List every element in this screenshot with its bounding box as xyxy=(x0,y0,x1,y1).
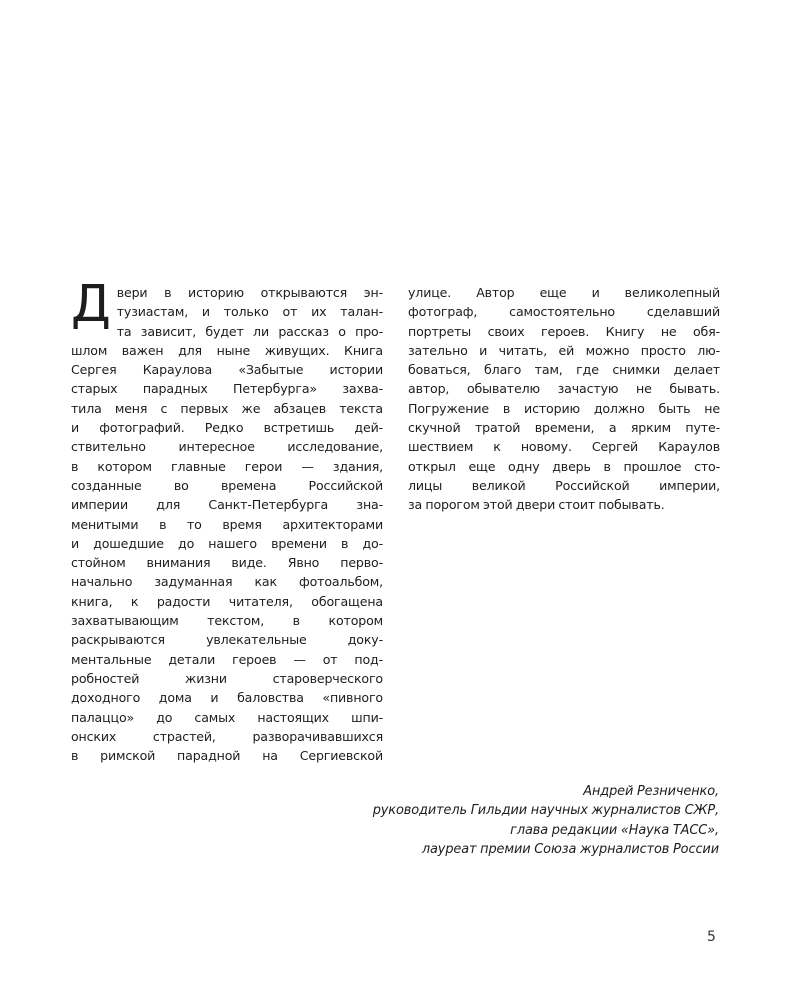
text-line: тила меня с первых же абзацев текста xyxy=(71,400,383,416)
page-number: 5 xyxy=(707,929,716,945)
text-line: улице. Автор еще и великолепный xyxy=(408,285,720,300)
author-award: лауреат премии Союза журналистов России xyxy=(421,842,719,858)
text-line: лицы великой Российской империи, xyxy=(408,477,720,493)
text-line: и фотографий. Редко встретишь дей- xyxy=(71,420,383,436)
text-line: шествием к новому. Сергей Караулов xyxy=(408,439,720,455)
text-line: фотограф, самостоятельно сделавший xyxy=(408,304,720,320)
text-line: скучной тратой времени, а ярким путе- xyxy=(408,420,720,436)
text-line: начально задуманная как фотоальбом, xyxy=(71,574,383,590)
text-line: в котором главные герои — здания, xyxy=(71,458,383,474)
text-line: открыл еще одну дверь в прошлое сто- xyxy=(408,458,720,474)
text-line: старых парадных Петербурга» захва- xyxy=(71,381,383,397)
text-line: и дошедшие до нашего времени в до- xyxy=(71,535,383,551)
author-position: глава редакции «Наука ТАСС», xyxy=(510,822,719,838)
text-line: созданные во времена Российской xyxy=(71,477,383,493)
author-signature xyxy=(373,782,719,860)
text-line: автор, обывателю зачастую не бывать. xyxy=(408,381,720,397)
author-role: руководитель Гильдии научных журналистов СЖР, xyxy=(372,803,719,819)
text-line: зательно и читать, ей можно просто лю- xyxy=(408,342,720,358)
text-line: та зависит, будет ли рассказ о про- xyxy=(116,323,383,339)
text-line: доходного дома и баловства «пивного xyxy=(71,690,383,706)
text-line: империи для Санкт-Петербурга зна- xyxy=(71,497,383,513)
text-line: раскрываются увлекательные доку- xyxy=(71,632,383,648)
text-line: шлом важен для ныне живущих. Книга xyxy=(71,342,383,358)
right-column xyxy=(408,283,720,515)
text-line: палаццо» до самых настоящих шпи- xyxy=(71,709,383,725)
text-line: ствительно интересное исследование, xyxy=(71,439,383,455)
left-column xyxy=(71,275,383,765)
text-line: робностей жизни староверческого xyxy=(71,670,383,686)
text-line: за порогом этой двери стоит побывать. xyxy=(408,497,665,513)
text-line: боваться, благо там, где снимки делает xyxy=(408,362,720,378)
text-line: онских страстей, разворачивавшихся xyxy=(71,728,383,744)
text-line: стойном внимания виде. Явно перво- xyxy=(71,555,383,571)
author-name: Андрей Резниченко, xyxy=(583,784,719,799)
text-line: ментальные детали героев — от под- xyxy=(71,651,383,667)
text-line: тузиастам, и только от их талан- xyxy=(116,304,383,320)
text-line: захватывающим текстом, в котором xyxy=(71,613,383,629)
text-line: портреты своих героев. Книгу не обя- xyxy=(408,323,720,339)
text-line: в римской парадной на Сергиевской xyxy=(71,748,383,764)
text-line: менитыми в то время архитекторами xyxy=(71,516,383,532)
drop-cap: Д xyxy=(71,275,111,334)
text-line: вери в историю открываются эн- xyxy=(116,285,383,300)
text-line: Погружение в историю должно быть не xyxy=(408,400,720,416)
text-line: книга, к радости читателя, обогащена xyxy=(71,593,383,609)
text-line: Сергея Караулова «Забытые истории xyxy=(71,362,383,378)
